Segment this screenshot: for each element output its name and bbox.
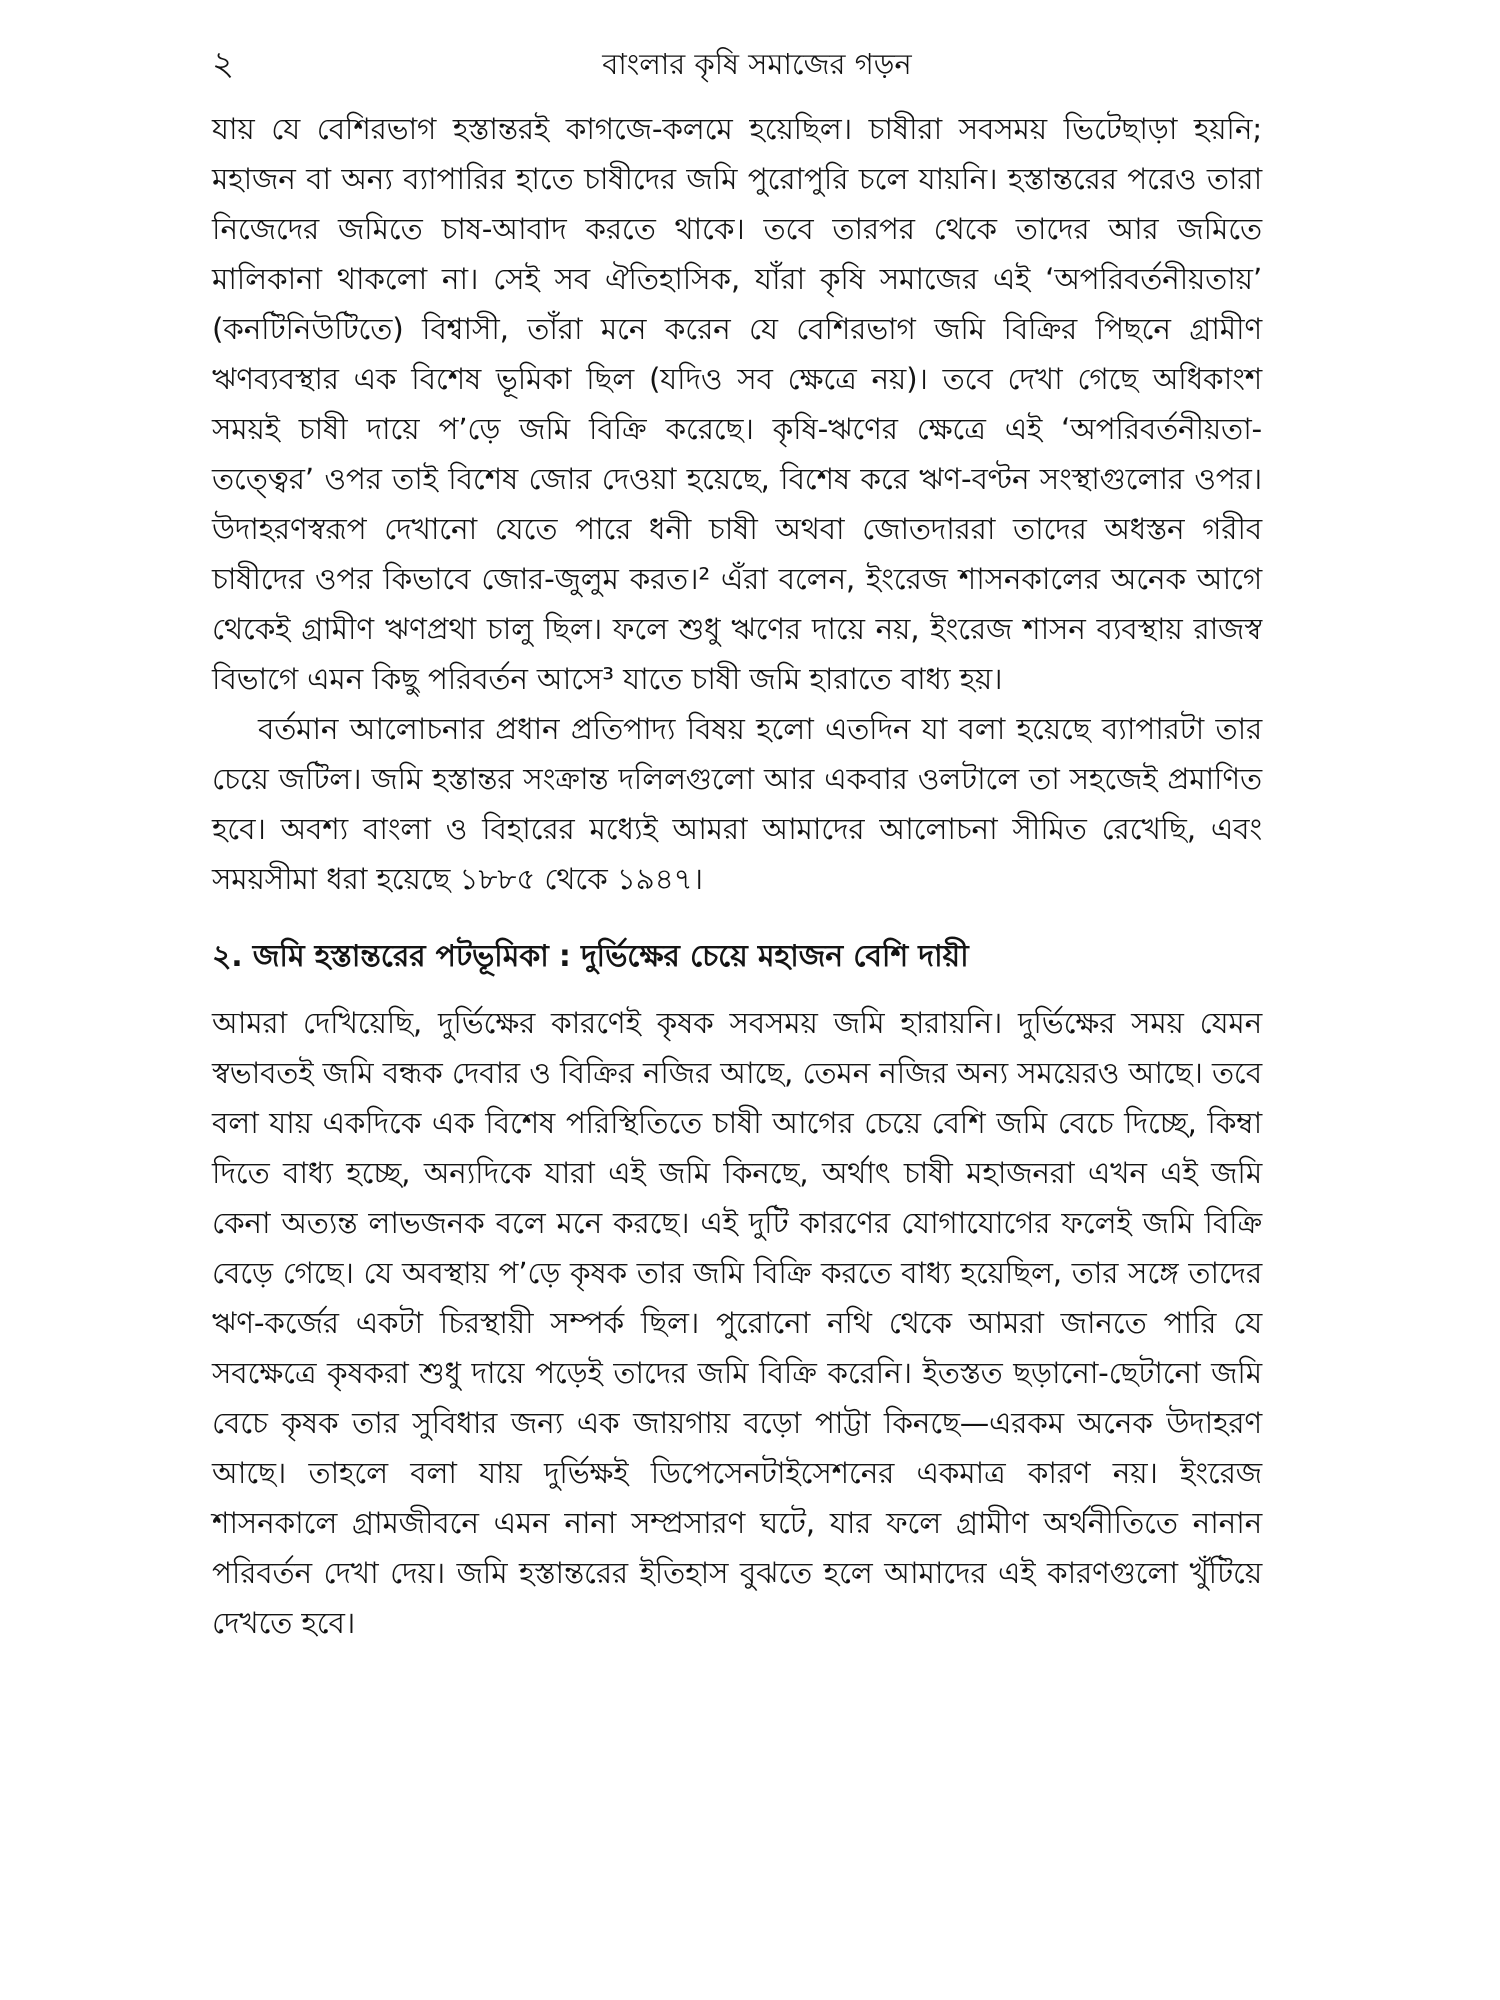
page-number: ২: [212, 44, 235, 84]
section-heading: ২. জমি হস্তান্তরের পটভূমিকা : দুর্ভিক্ষের চেয়ে মহাজন বেশি দায়ী: [212, 939, 969, 974]
running-header: [212, 36, 1262, 92]
body-text: [212, 104, 1262, 1648]
paragraph-1: যায় যে বেশিরভাগ হস্তান্তরই কাগজে-কলমে হয়েছিল। চাষীরা সবসময় ভিটেছাড়া হয়নি; মহাজন বা অন্য ব্যাপারির হাতে চাষীদের জমি পুরোপুরি চলে যায়নি। হস্তান্তরের পরেও তারা নিজেদের জমিতে চাষ-আবাদ করতে থাকে। তবে তারপর থেকে তাদের আর জমিতে মালিকানা থাকলো না। সেই সব ঐতিহাসিক, যাঁরা কৃষি সমাজের এই ‘অপরিবর্তনীয়তায়’ (কনটিনিউটিতে) বিশ্বাসী, তাঁরা মনে করেন যে বেশিরভাগ জমি বিক্রির পিছনে গ্রামীণ ঋণব্যবস্থার এক বিশেষ ভূমিকা ছিল (যদিও সব ক্ষেত্রে নয়)। তবে দেখা গেছে অধিকাংশ সময়ই চাষী দায়ে প’ড়ে জমি বিক্রি করেছে। কৃষি-ঋণের ক্ষেত্রে এই ‘অপরিবর্তনীয়তা-তত্ত্বের’ ওপর তাই বিশেষ জোর দেওয়া হয়েছে, বিশেষ করে ঋণ-বণ্টন সংস্থাগুলোর ওপর। উদাহরণস্বরূপ দেখানো যেতে পারে ধনী চাষী অথবা জোতদাররা তাদের অধস্তন গরীব চাষীদের ওপর কিভাবে জোর-জুলুম করত।² এঁরা বলেন, ইংরেজ শাসনকালের অনেক আগে থেকেই গ্রামীণ ঋণপ্রথা চালু ছিল। ফলে শুধু ঋণের দায়ে নয়, ইংরেজ শাসন ব্যবস্থায় রাজস্ব বিভাগে এমন কিছু পরিবর্তন আসে³ যাতে চাষী জমি হারাতে বাধ্য হয়।: [212, 112, 1262, 696]
running-title: বাংলার কৃষি সমাজের গড়ন: [602, 47, 912, 81]
paragraph-2: বর্তমান আলোচনার প্রধান প্রতিপাদ্য বিষয় হলো এতদিন যা বলা হয়েছে ব্যাপারটা তার চেয়ে জটিল। জমি হস্তান্তর সংক্রান্ত দলিলগুলো আর একবার ওলটালে তা সহজেই প্রমাণিত হবে। অবশ্য বাংলা ও বিহারের মধ্যেই আমরা আমাদের আলোচনা সীমিত রেখেছি, এবং সময়সীমা ধরা হয়েছে ১৮৮৫ থেকে ১৯৪৭।: [212, 712, 1262, 896]
section-paragraph: আমরা দেখিয়েছি, দুর্ভিক্ষের কারণেই কৃষক সবসময় জমি হারায়নি। দুর্ভিক্ষের সময় যেমন স্বভাবতই জমি বন্ধক দেবার ও বিক্রির নজির আছে, তেমন নজির অন্য সময়েরও আছে। তবে বলা যায় একদিকে এক বিশেষ পরিস্থিতিতে চাষী আগের চেয়ে বেশি জমি বেচে দিচ্ছে, কিম্বা দিতে বাধ্য হচ্ছে, অন্যদিকে যারা এই জমি কিনছে, অর্থাৎ চাষী মহাজনরা এখন এই জমি কেনা অত্যন্ত লাভজনক বলে মনে করছে। এই দুটি কারণের যোগাযোগের ফলেই জমি বিক্রি বেড়ে গেছে। যে অবস্থায় প’ড়ে কৃষক তার জমি বিক্রি করতে বাধ্য হয়েছিল, তার সঙ্গে তাদের ঋণ-কর্জের একটা চিরস্থায়ী সম্পর্ক ছিল। পুরোনো নথি থেকে আমরা জানতে পারি যে সবক্ষেত্রে কৃষকরা শুধু দায়ে পড়েই তাদের জমি বিক্রি করেনি। ইতস্তত ছড়ানো-ছেটানো জমি বেচে কৃষক তার সুবিধার জন্য এক জায়গায় বড়ো পাট্টা কিনছে—এরকম অনেক উদাহরণ আছে। তাহলে বলা যায় দুর্ভিক্ষই ডিপেসেনটাইসেশনের একমাত্র কারণ নয়। ইংরেজ শাসনকালে গ্রামজীবনে এমন নানা সম্প্রসারণ ঘটে, যার ফলে গ্রামীণ অর্থনীতিতে নানান পরিবর্তন দেখা দেয়। জমি হস্তান্তরের ইতিহাস বুঝতে হলে আমাদের এই কারণগুলো খুঁটিয়ে দেখতে হবে।: [212, 1006, 1262, 1640]
